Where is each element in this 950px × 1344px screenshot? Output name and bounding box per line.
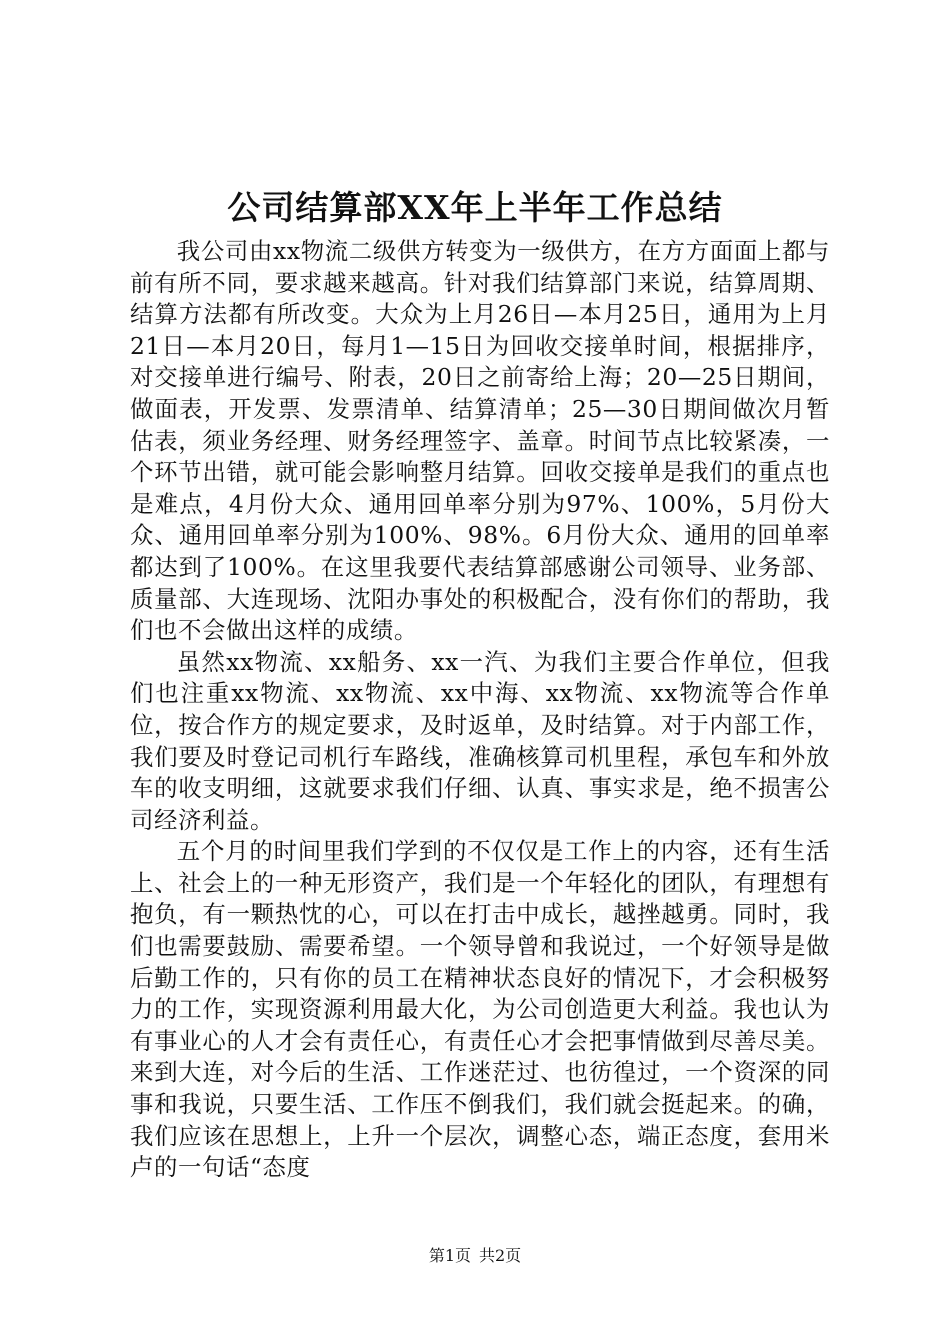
paragraph-2: 虽然xx物流、xx船务、xx一汽、为我们主要合作单位，但我们也注重xx物流、xx物流、xx中海、xx物流、xx物流等合作单位，按合作方的规定要求，及时返单，及时结算。对于内部工作，我们要及时登记司机行车路线，准确核算司机里程，承包车和外放车的收支明细，这就要求我们仔细、认真、事实求是，绝不损害公司经济利益。 [130, 647, 830, 834]
page-number-current: 第1页 [428, 1246, 471, 1265]
page-number-total: 共2页 [479, 1246, 522, 1265]
page-footer [0, 1245, 950, 1267]
paragraph-1: 我公司由xx物流二级供方转变为一级供方，在方方面面上都与前有所不同，要求越来越高。针对我们结算部门来说，结算周期、结算方法都有所改变。大众为上月26日—本月25日，通用为上月21日—本月20日，每月1—15日为回收交接单时间，根据排序，对交接单进行编号、附表，20日之前寄给上海；20—25日期间，做面表，开发票、发票清单、结算清单；25—30日期间做次月暂估表，须业务经理、财务经理签字、盖章。时间节点比较紧凑，一个环节出错，就可能会影响整月结算。回收交接单是我们的重点也是难点，4月份大众、通用回单率分别为97%、100%，5月份大众、通用回单率分别为100%、98%。6月份大众、通用的回单率都达到了100%。在这里我要代表结算部感谢公司领导、业务部、质量部、大连现场、沈阳办事处的积极配合，没有你们的帮助，我们也不会做出这样的成绩。 [130, 237, 830, 645]
document-title: 公司结算部XX年上半年工作总结 [227, 188, 723, 227]
paragraph-3: 五个月的时间里我们学到的不仅仅是工作上的内容，还有生活上、社会上的一种无形资产，我们是一个年轻化的团队，有理想有抱负，有一颗热忱的心，可以在打击中成长，越挫越勇。同时，我们也需要鼓励、需要希望。一个领导曾和我说过，一个好领导是做后勤工作的，只有你的员工在精神状态良好的情况下，才会积极努力的工作，实现资源利用最大化，为公司创造更大利益。我也认为有事业心的人才会有责任心，有责任心才会把事情做到尽善尽美。来到大连，对今后的生活、工作迷茫过、也彷徨过，一个资深的同事和我说，只要生活、工作压不倒我们，我们就会挺起来。的确，我们应该在思想上，上升一个层次，调整心态，端正态度，套用米卢的一句话“态度 [130, 837, 830, 1182]
document-body [130, 236, 830, 1184]
